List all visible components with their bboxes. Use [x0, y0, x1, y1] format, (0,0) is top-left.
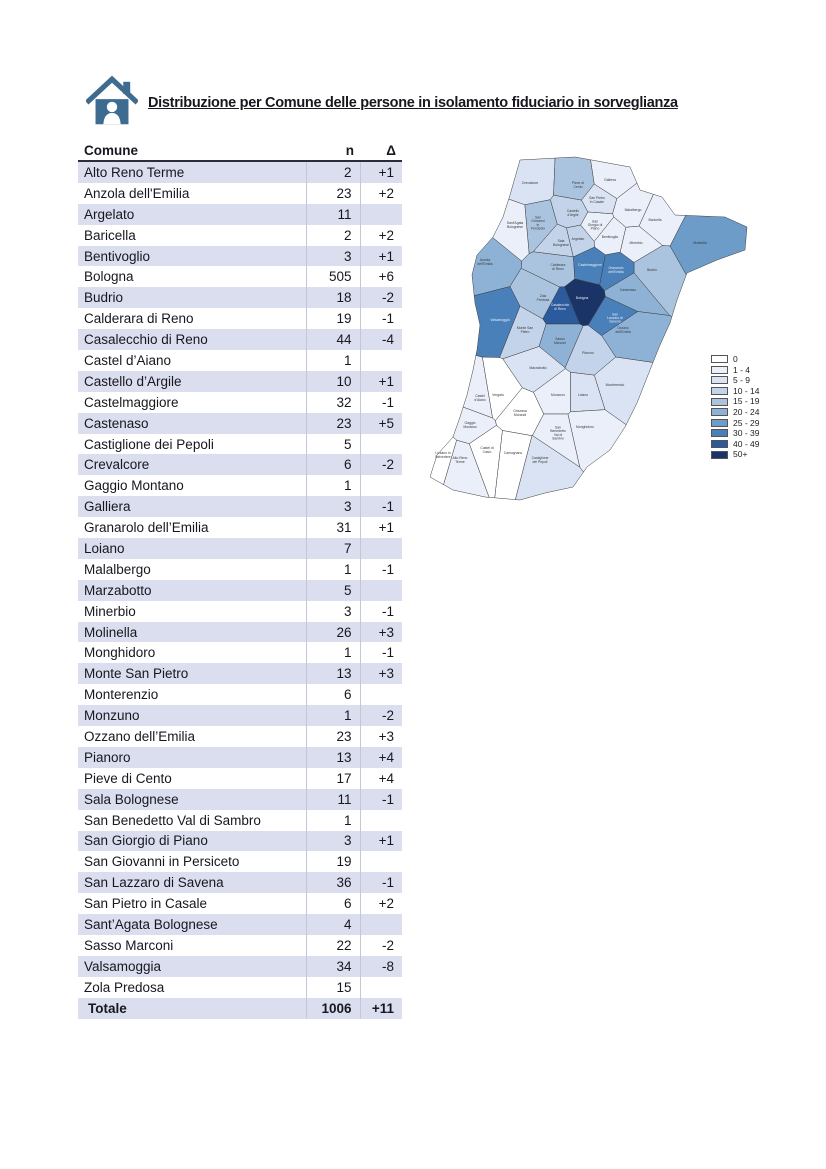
map-region-label: Valsamoggia [490, 318, 510, 322]
cell-comune: Marzabotto [84, 582, 152, 598]
table-row [78, 977, 402, 998]
map-region-label: Camugnano [503, 451, 523, 455]
cell-n: 1 [306, 350, 360, 371]
cell-delta [360, 851, 402, 872]
cell-comune: Bentivoglio [84, 248, 151, 264]
map-region-label: Sant’Agata Bolognese [506, 221, 524, 229]
cell-delta [360, 350, 402, 371]
map-region-label: Bologna [575, 296, 589, 300]
legend-swatch [711, 429, 728, 437]
cell-comune: Loiano [84, 540, 125, 556]
cell-delta [360, 977, 402, 998]
legend-label: 50+ [733, 449, 748, 460]
map-region-label: Sala Bolognese [552, 239, 570, 247]
map-region-label: Budrio [647, 268, 657, 272]
cell-n: 18 [306, 287, 360, 308]
cell-n: 10 [306, 371, 360, 392]
map-region-label: Marzabotto [529, 366, 547, 370]
map-region-label: Minerbio [629, 241, 643, 245]
map-region-label: San Giorgio di Piano [587, 219, 603, 231]
table-row [78, 225, 402, 246]
table-row [78, 161, 402, 183]
table-row [78, 831, 402, 852]
map-region-label: Loiano [577, 393, 589, 397]
cell-comune: Crevalcore [84, 457, 150, 473]
cell-comune: San Benedetto Val di Sambro [84, 812, 261, 828]
cell-comune: Monterenzio [84, 687, 159, 703]
map-region-label: Granarolo dell’Emilia [608, 266, 624, 274]
map-region-label: Calderara di Reno [550, 263, 566, 271]
map-region-label: Castel d’Aiano [474, 394, 486, 402]
cell-n: 26 [306, 622, 360, 643]
map-region-label: Grizzana Morandi [513, 409, 527, 417]
cell-comune: Castello d’Argile [84, 373, 182, 389]
cell-delta: +6 [360, 266, 402, 287]
table-row [78, 413, 402, 434]
table-row [78, 475, 402, 496]
cell-n: 17 [306, 768, 360, 789]
cell-n: 19 [306, 308, 360, 329]
legend-swatch [711, 440, 728, 448]
map-region-label: Anzola dell'Emilia [477, 258, 493, 266]
legend-label: 10 - 14 [733, 385, 760, 396]
cell-comune: Sala Bolognese [84, 791, 179, 807]
cell-comune: Castel d’Aiano [84, 352, 172, 368]
cell-comune: Pianoro [84, 749, 131, 765]
comune-table [78, 137, 402, 1019]
cell-delta: +2 [360, 893, 402, 914]
legend-item [711, 439, 759, 450]
cell-n: 1 [306, 705, 360, 726]
cell-delta: +4 [360, 768, 402, 789]
cell-delta: +2 [360, 225, 402, 246]
legend-label: 40 - 49 [733, 438, 760, 449]
map-region-label: San Lazzaro di Savena [607, 312, 623, 324]
cell-comune: Casalecchio di Reno [84, 332, 208, 348]
cell-comune: San Giovanni in Persiceto [84, 854, 240, 870]
cell-n: 3 [306, 246, 360, 267]
cell-delta: -1 [360, 559, 402, 580]
legend-swatch [711, 451, 728, 459]
map-region-label: Castiglione dei Pepoli [531, 456, 549, 464]
cell-n: 5 [306, 580, 360, 601]
legend-label: 5 - 9 [733, 375, 751, 386]
map-region-label: Castelmaggiore [578, 263, 602, 267]
cell-n: 6 [306, 684, 360, 705]
cell-comune: Calderara di Reno [84, 311, 194, 327]
table-row [78, 266, 402, 287]
cell-n: 11 [306, 204, 360, 225]
map-region-label: Monterenzio [605, 383, 625, 387]
table-row [78, 580, 402, 601]
cell-n: 2 [306, 161, 360, 183]
cell-comune: Granarolo dell’Emilia [84, 520, 209, 536]
table-row [78, 246, 402, 267]
cell-n: 23 [306, 183, 360, 204]
cell-delta: +1 [360, 831, 402, 852]
map-region [670, 215, 747, 274]
cell-delta: -1 [360, 496, 402, 517]
cell-n: 44 [306, 329, 360, 350]
cell-delta: -1 [360, 308, 402, 329]
cell-delta: -1 [360, 789, 402, 810]
table-row [78, 434, 402, 455]
cell-comune: Castelmaggiore [84, 394, 179, 410]
cell-n: 5 [306, 434, 360, 455]
map-region-label: Castello d’Argile [566, 209, 580, 217]
table-row [78, 454, 402, 475]
table-row [78, 183, 402, 204]
total-label: Totale [88, 1000, 127, 1016]
legend-swatch [711, 398, 728, 406]
cell-delta: -2 [360, 935, 402, 956]
map-region-label: Gaggio Montano [463, 421, 477, 429]
cell-n: 11 [306, 789, 360, 810]
cell-comune: Castiglione dei Pepoli [84, 436, 214, 452]
cell-comune: Zola Predosa [84, 979, 165, 995]
legend-item [711, 418, 759, 429]
home-isolation-icon [86, 74, 138, 126]
cell-delta: -1 [360, 642, 402, 663]
cell-n: 6 [306, 893, 360, 914]
map-region-label: Pianoro [582, 351, 594, 355]
cell-comune: Ozzano dell’Emilia [84, 728, 196, 744]
cell-comune: Sasso Marconi [84, 937, 174, 953]
cell-delta: -2 [360, 705, 402, 726]
cell-delta: +4 [360, 747, 402, 768]
cell-comune: Galliera [84, 499, 131, 515]
map-region-label: Sasso Marconi [553, 337, 567, 345]
cell-delta: +5 [360, 413, 402, 434]
map-region-label: Alto Reno Terme [452, 456, 468, 464]
legend-item [711, 407, 759, 418]
cell-n: 3 [306, 601, 360, 622]
cell-delta: +3 [360, 622, 402, 643]
table-row [78, 559, 402, 580]
cell-n: 34 [306, 956, 360, 977]
legend-swatch [711, 355, 728, 363]
cell-delta: -8 [360, 956, 402, 977]
cell-n: 3 [306, 496, 360, 517]
legend-item [711, 386, 759, 397]
cell-delta: +3 [360, 663, 402, 684]
cell-comune: Budrio [84, 290, 124, 306]
map-region-label: Vergato [492, 393, 504, 397]
cell-n: 2 [306, 225, 360, 246]
cell-comune: Sant’Agata Bolognese [84, 917, 218, 932]
table-header-row [78, 137, 402, 161]
cell-comune: Monte San Pietro [84, 666, 189, 682]
legend-label: 1 - 4 [733, 364, 751, 375]
table-row [78, 663, 402, 684]
cell-delta: +1 [360, 371, 402, 392]
table-row [78, 392, 402, 413]
legend-item [711, 428, 759, 439]
map-region-label: San Giovanni in Persiceto [530, 215, 546, 231]
legend-item [711, 354, 759, 365]
cell-n: 13 [306, 663, 360, 684]
legend-label: 15 - 19 [733, 396, 760, 407]
table-row [78, 538, 402, 559]
cell-n: 4 [306, 914, 360, 935]
table-row [78, 204, 402, 225]
map-region-label: Crevalcore [521, 181, 539, 185]
cell-n: 23 [306, 413, 360, 434]
table-row [78, 956, 402, 977]
legend-item [711, 365, 759, 376]
cell-delta: -2 [360, 454, 402, 475]
table-row [78, 914, 402, 935]
map-region-label: Monzuno [551, 393, 565, 397]
table-row [78, 496, 402, 517]
table-row [78, 768, 402, 789]
cell-delta [360, 475, 402, 496]
map-region-label: Molinella [693, 241, 707, 245]
cell-n: 1 [306, 642, 360, 663]
cell-comune: Monzuno [84, 708, 140, 724]
cell-delta: -1 [360, 872, 402, 893]
table-row [78, 601, 402, 622]
cell-comune: Anzola dell'Emilia [84, 185, 190, 201]
cell-n: 1 [306, 475, 360, 496]
cell-n: 13 [306, 747, 360, 768]
cell-delta [360, 810, 402, 831]
cell-comune: Gaggio Montano [84, 478, 184, 494]
column-header-comune: Comune [78, 137, 306, 161]
map-region-label: Casalecchio di Reno [550, 303, 570, 311]
cell-delta: +2 [360, 183, 402, 204]
cell-delta [360, 580, 402, 601]
column-header-n: n [306, 137, 360, 161]
cell-delta: +3 [360, 726, 402, 747]
table-row [78, 350, 402, 371]
cell-n: 32 [306, 392, 360, 413]
table-row [78, 705, 402, 726]
cell-delta [360, 538, 402, 559]
map-region-label: Castenaso [619, 288, 637, 292]
legend-label: 25 - 29 [733, 417, 760, 428]
legend-item [711, 375, 759, 386]
cell-delta: -2 [360, 287, 402, 308]
cell-n: 3 [306, 831, 360, 852]
cell-n: 1 [306, 559, 360, 580]
map-region-label: Monte San Pietro [516, 326, 534, 334]
cell-n: 23 [306, 726, 360, 747]
legend-label: 0 [733, 354, 738, 365]
table-row [78, 747, 402, 768]
cell-comune: Baricella [84, 227, 136, 243]
cell-n: 1 [306, 810, 360, 831]
cell-comune: San Giorgio di Piano [84, 833, 208, 849]
legend-swatch [711, 408, 728, 416]
cell-comune: Castenaso [84, 415, 149, 431]
table-row [78, 517, 402, 538]
table-row [78, 872, 402, 893]
legend-swatch [711, 419, 728, 427]
map-region-label: Ozzano dell’Emilia [615, 326, 631, 334]
cell-delta [360, 434, 402, 455]
cell-n: 6 [306, 454, 360, 475]
map-region-label: Pieve di Cento [571, 181, 585, 189]
legend-item [711, 449, 759, 460]
cell-comune: Minerbio [84, 603, 136, 619]
legend-label: 20 - 24 [733, 407, 760, 418]
legend-swatch [711, 376, 728, 384]
table-row [78, 684, 402, 705]
map-region-label: San Benedetto Val di Sambro [550, 425, 566, 441]
legend-label: 30 - 39 [733, 428, 760, 439]
legend-item [711, 396, 759, 407]
table-row [78, 329, 402, 350]
page-title: Distribuzione per Comune delle persone in isolamento fiduciario in sorveglianza [148, 95, 678, 111]
cell-comune: Monghidoro [84, 645, 156, 661]
cell-comune: San Lazzaro di Savena [84, 875, 224, 891]
cell-n: 36 [306, 872, 360, 893]
map-region-label: San Pietro in Casale [589, 196, 605, 204]
table-row [78, 308, 402, 329]
table-row [78, 789, 402, 810]
cell-comune: Malalbergo [84, 561, 151, 577]
table-row [78, 287, 402, 308]
table-row [78, 371, 402, 392]
table-row [78, 810, 402, 831]
cell-n: 15 [306, 977, 360, 998]
cell-comune: Molinella [84, 624, 138, 640]
map-region-label: Castel di Casio [480, 446, 494, 454]
table-row [78, 893, 402, 914]
legend-swatch [711, 387, 728, 395]
cell-delta [360, 684, 402, 705]
cell-delta [360, 204, 402, 225]
cell-comune: San Pietro in Casale [84, 896, 208, 912]
cell-comune: Argelato [84, 206, 135, 222]
cell-delta: -4 [360, 329, 402, 350]
table-row [78, 726, 402, 747]
table-row [78, 851, 402, 872]
cell-n: 19 [306, 851, 360, 872]
map-region-label: Bentivoglio [601, 235, 619, 239]
cell-delta: -1 [360, 392, 402, 413]
map-region-label: Malalbergo [624, 208, 642, 212]
cell-n: 31 [306, 517, 360, 538]
cell-delta: +1 [360, 517, 402, 538]
map-region-label: Argelato [571, 237, 585, 241]
map-region-label: Baricella [648, 218, 662, 222]
column-header-delta: Δ [360, 137, 402, 161]
table-total-row [78, 998, 402, 1019]
cell-comune: Pieve di Cento [84, 770, 172, 786]
legend-swatch [711, 366, 728, 374]
cell-delta: +1 [360, 246, 402, 267]
cell-comune: Bologna [84, 269, 134, 285]
map-region-label: Monghidoro [576, 425, 594, 429]
map-region-label: Lizzano in Belvedere [435, 451, 451, 459]
table-row [78, 935, 402, 956]
choropleth-map [425, 155, 755, 505]
total-delta: +11 [360, 998, 402, 1019]
cell-comune: Alto Reno Terme [84, 164, 185, 180]
cell-n: 22 [306, 935, 360, 956]
cell-delta [360, 914, 402, 935]
total-n: 1006 [306, 998, 360, 1019]
cell-n: 505 [306, 266, 360, 287]
table-row [78, 622, 402, 643]
map-region-label: Zola Predosa [536, 294, 550, 302]
cell-comune: Valsamoggia [84, 958, 162, 974]
cell-n: 7 [306, 538, 360, 559]
map-legend [711, 354, 759, 460]
cell-delta: +1 [360, 161, 402, 183]
table-row [78, 642, 402, 663]
cell-delta: -1 [360, 601, 402, 622]
map-region-label: Galliera [604, 178, 616, 182]
comune-table-body [78, 161, 402, 998]
